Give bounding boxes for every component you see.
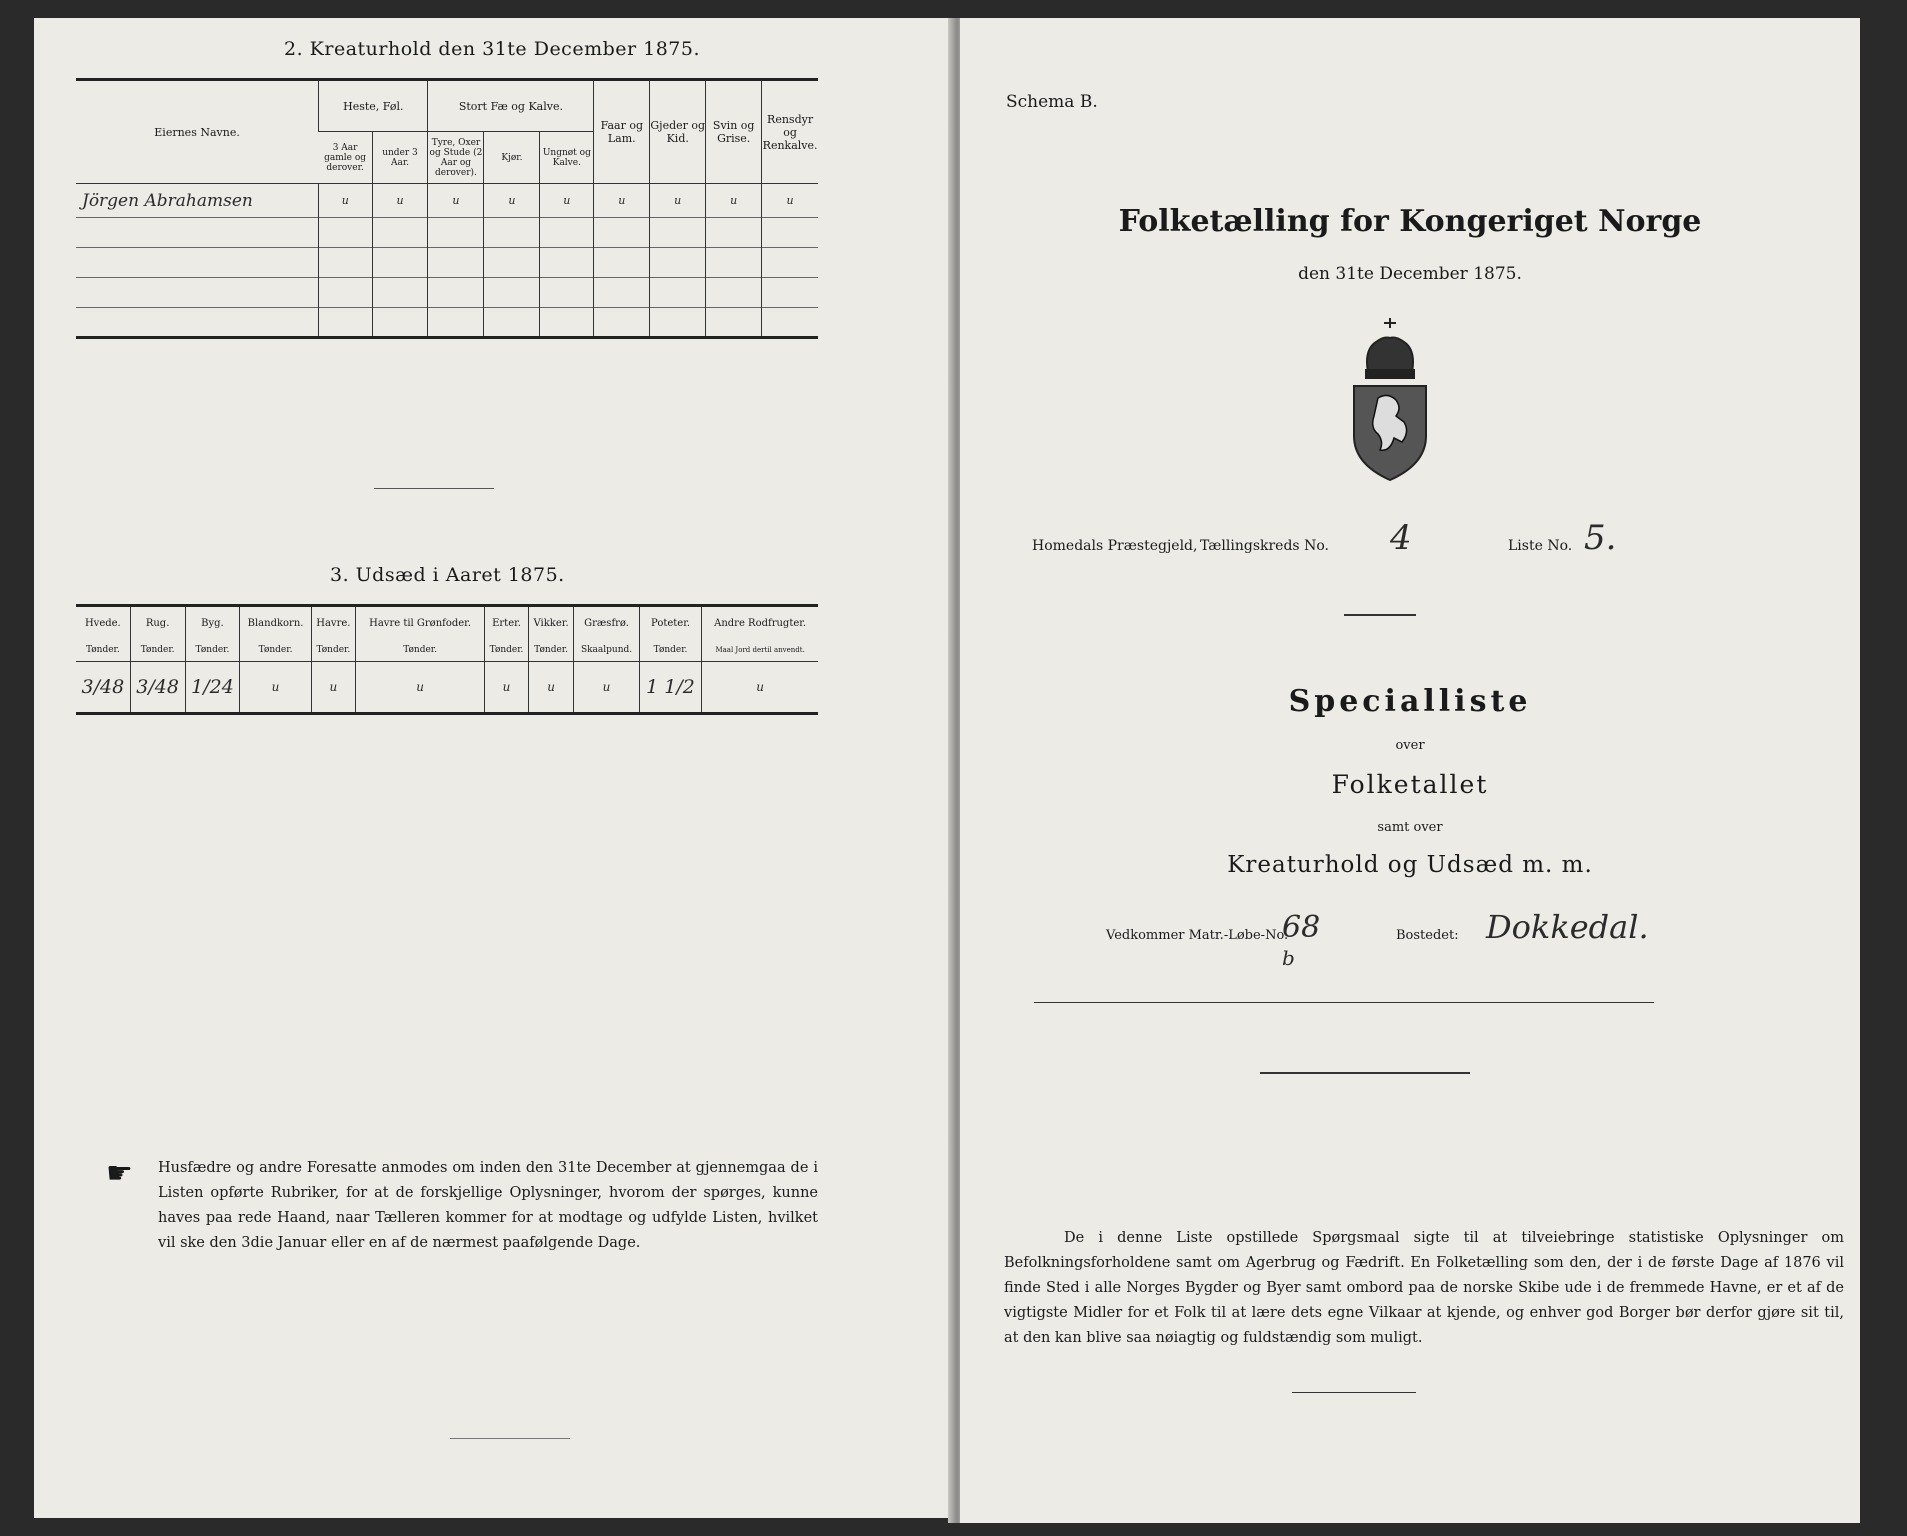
bulls-header: Tyre, Oxer og Stude (2 Aar og derover). — [428, 132, 484, 184]
matr-label: Vedkommer Matr.-Løbe-No. — [1106, 928, 1289, 943]
seed-table — [76, 604, 818, 715]
seed-value: 3/48 — [81, 676, 125, 698]
cell: u — [706, 184, 762, 218]
seed-value: u — [311, 662, 355, 714]
seed-value: u — [485, 662, 529, 714]
cell: u — [319, 184, 372, 218]
seed-unit: Tønder. — [639, 640, 701, 662]
sheep-header: Faar og Lam. — [594, 80, 650, 184]
seed-value: u — [528, 662, 573, 714]
seed-header: Byg. — [185, 606, 240, 640]
main-title: Folketælling for Kongeriget Norge — [1118, 204, 1702, 239]
livestock-table — [76, 78, 818, 339]
cell: u — [428, 184, 484, 218]
seed-header: Blandkorn. — [240, 606, 311, 640]
seed-value: 3/48 — [130, 662, 185, 714]
bosted-label: Bostedet: — [1396, 928, 1459, 943]
seed-unit: Skaalpund. — [574, 640, 640, 662]
goats-header: Gjeder og Kid. — [650, 80, 706, 184]
seed-header: Havre. — [311, 606, 355, 640]
footer-text: De i denne Liste opstillede Spørgsmaal sigte til at tilveiebringe statistiske Oplysninger om Befolkningsforholdene samt om Agerbrug og Fædrift. En Folketælling som den, der i de første Dage af 1876 vil finde Sted i alle Norges Bygder og Byer samt ombord paa de norske Skibe ude i de fremmede Havne, er et af de vigtigste Midler for et Folk til at lære dets egne Vilkaar at kjende, og enhver god Borger bør derfor gjøre sit til, at den kan blive saa nøiagtig og fuldstændig som muligt. — [1004, 1230, 1844, 1346]
list-value: 5. — [1584, 518, 1617, 558]
pointing-hand-icon: ☛ — [106, 1156, 133, 1191]
table-row — [76, 662, 818, 714]
specialliste-title: Specialliste — [1288, 684, 1532, 719]
divider — [1034, 1002, 1654, 1003]
district-value: 4 — [1390, 518, 1412, 558]
seed-header: Hvede. — [84, 617, 121, 629]
bosted-value: Dokkedal. — [1486, 908, 1649, 946]
seed-unit: Tønder. — [311, 640, 355, 662]
seed-value: u — [574, 662, 640, 714]
horses-old-header: 3 Aar gamle og derover. — [324, 142, 367, 173]
seed-value: u — [702, 662, 818, 714]
seed-unit: Tønder. — [355, 640, 484, 662]
owner-name: Jörgen Abrahamsen — [82, 190, 253, 211]
seed-header: Vikker. — [528, 606, 573, 640]
cell: u — [594, 184, 650, 218]
seed-header: Havre til Grønfoder. — [355, 606, 484, 640]
seed-header: Græsfrø. — [574, 606, 640, 640]
norway-coat-of-arms-icon — [1340, 314, 1440, 488]
folketallet-title: Folketallet — [1331, 770, 1489, 799]
cell: u — [762, 184, 818, 218]
right-page — [960, 18, 1860, 1523]
seed-value: u — [240, 662, 311, 714]
calves-header: Ungnøt og Kalve. — [540, 132, 594, 184]
district-label: Tællingskreds No. — [1200, 538, 1329, 554]
matr-sub-value: b — [1282, 946, 1295, 970]
over-text: over — [1395, 738, 1425, 753]
divider — [1260, 1072, 1470, 1074]
pigs-header: Svin og Grise. — [706, 80, 762, 184]
cell: u — [650, 184, 706, 218]
divider — [1292, 1392, 1416, 1393]
kreaturhold-title: Kreaturhold og Udsæd m. m. — [1227, 852, 1593, 878]
seed-unit: Tønder. — [485, 640, 529, 662]
seed-header: Poteter. — [639, 606, 701, 640]
seed-unit: Tønder. — [528, 640, 573, 662]
horses-header: Heste, Føl. — [319, 80, 428, 132]
samt-over-text: samt over — [1377, 820, 1443, 835]
list-label: Liste No. — [1508, 538, 1573, 554]
divider — [374, 488, 494, 489]
seed-header: Andre Rodfrugter. — [702, 606, 818, 640]
divider — [450, 1438, 570, 1439]
section2-title: 2. Kreaturhold den 31te December 1875. — [284, 38, 701, 60]
seed-unit: Maal Jord dertil anvendt. — [702, 640, 818, 662]
seed-unit: Tønder. — [85, 645, 120, 656]
cell: u — [540, 184, 594, 218]
seed-unit: Tønder. — [130, 640, 185, 662]
notice-text: Husfædre og andre Foresatte anmodes om inden den 31te December at gjennemgaa de i Listen opførte Rubriker, for at de forskjellige Oplysninger, hvorom der spørges, kunne haves paa rede Haand, naar Tælleren kommer for at modtage og udfylde Listen, hvilket vil ske den 3die Januar eller en af de nærmest paafølgende Dage. — [158, 1160, 818, 1251]
table-row — [76, 184, 818, 218]
seed-value: u — [355, 662, 484, 714]
seed-header: Rug. — [130, 606, 185, 640]
seed-unit: Tønder. — [240, 640, 311, 662]
cattle-header: Stort Fæ og Kalve. — [428, 80, 594, 132]
seed-header: Erter. — [485, 606, 529, 640]
schema-label: Schema B. — [1006, 92, 1098, 112]
seed-unit: Tønder. — [185, 640, 240, 662]
owner-header: Eiernes Navne. — [154, 125, 240, 139]
seed-value: 1 1/2 — [639, 662, 701, 714]
divider — [1344, 614, 1416, 616]
cows-header: Kjør. — [484, 132, 540, 184]
matr-value: 68 — [1282, 910, 1321, 945]
reindeer-header: Rensdyr og Renkalve. — [762, 80, 818, 184]
horses-young-header: under 3 Aar. — [372, 132, 428, 184]
seed-value: 1/24 — [185, 662, 240, 714]
parish-label: Homedals Præstegjeld, — [1032, 538, 1198, 554]
cell: u — [484, 184, 540, 218]
census-date: den 31te December 1875. — [1298, 264, 1522, 284]
section3-title: 3. Udsæd i Aaret 1875. — [330, 564, 565, 586]
left-page — [34, 18, 954, 1518]
cell: u — [372, 184, 428, 218]
